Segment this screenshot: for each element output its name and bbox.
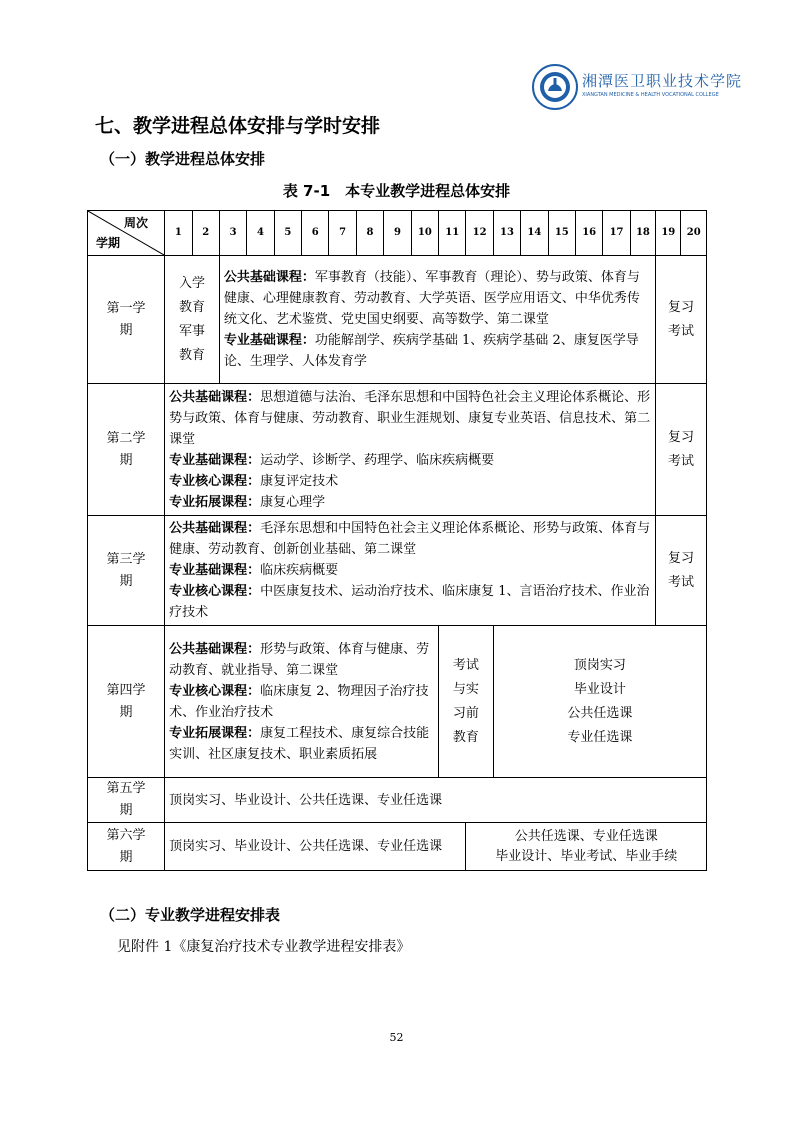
- chapter-heading: 七、教学进程总体安排与学时安排: [95, 115, 381, 137]
- week-cell: 13: [493, 211, 520, 256]
- semester-label: 第三学期: [88, 516, 165, 626]
- review-exam-cell: 复习 考试: [656, 256, 707, 384]
- entrance-education-cell: 入学 教育 军事 教育: [165, 256, 220, 384]
- exam-prep-cell: 考试 与实 习前 教育: [439, 626, 494, 778]
- week-cell: 20: [681, 211, 707, 256]
- week-cell: 1: [165, 211, 192, 256]
- semester-3-courses: 公共基础课程：毛泽东思想和中国特色社会主义理论体系概论、形势与政策、体育与健康、劳动教育、创新创业基础、第二课堂 专业基础课程：临床疾病概要 专业核心课程：中医康复技术、运动治疗技术、临床康复 1、言语治疗技术、作业治疗技术: [165, 516, 656, 626]
- week-cell: 14: [521, 211, 548, 256]
- week-cell: 4: [247, 211, 274, 256]
- review-exam-cell: 复习 考试: [656, 516, 707, 626]
- week-cell: 5: [274, 211, 301, 256]
- semester-4-courses: 公共基础课程：形势与政策、体育与健康、劳动教育、就业指导、第二课堂 专业核心课程：临床康复 2、物理因子治疗技术、作业治疗技术 专业拓展课程：康复工程技术、康复综合技能实训、社区康复技术、职业素质拓展: [165, 626, 439, 778]
- semester-3-row: [88, 516, 707, 626]
- semester-2-row: [88, 384, 707, 516]
- week-cell: 7: [329, 211, 356, 256]
- semester-4-row: [88, 626, 707, 778]
- semester-label: 第一学期: [88, 256, 165, 384]
- internship-cell: 顶岗实习 毕业设计 公共任选课 专业任选课: [493, 626, 706, 778]
- semester-label: 第五学期: [88, 778, 165, 823]
- week-cell: 2: [192, 211, 219, 256]
- week-cell: 3: [219, 211, 246, 256]
- semester-5-courses: 顶岗实习、毕业设计、公共任选课、专业任选课: [165, 778, 707, 823]
- teaching-schedule-table: [87, 210, 707, 871]
- header-term-label: 学期: [96, 236, 121, 250]
- week-cell: 11: [439, 211, 466, 256]
- section-1-title: （一）教学进程总体安排: [100, 150, 266, 168]
- week-cell: 12: [466, 211, 493, 256]
- semester-5-row: [88, 778, 707, 823]
- week-cell: 16: [575, 211, 602, 256]
- week-cell: 17: [603, 211, 630, 256]
- college-name-cn: 湘潭医卫职业技术学院: [582, 72, 743, 90]
- header-corner: [88, 211, 165, 256]
- section-2-title: （二）专业教学进程安排表: [100, 906, 281, 924]
- semester-6-right-courses: 公共任选课、专业任选课 毕业设计、毕业考试、毕业手续: [466, 823, 707, 871]
- college-logo: [532, 64, 743, 110]
- semester-1-courses: 公共基础课程：军事教育（技能）、军事教育（理论）、势与政策、体育与健康、心理健康教育、劳动教育、大学英语、医学应用语文、中华优秀传统文化、艺术鉴赏、党史国史纲要、高等数学、第二课堂 专业基础课程：功能解剖学、疾病学基础 1、疾病学基础 2、康复医学导论、生理学、人体发育学: [219, 256, 655, 384]
- semester-label: 第四学期: [88, 626, 165, 778]
- week-cell: 15: [548, 211, 575, 256]
- page-number: 52: [389, 1031, 404, 1044]
- week-cell: 19: [656, 211, 681, 256]
- week-cell: 18: [630, 211, 655, 256]
- semester-2-courses: 公共基础课程：思想道德与法治、毛泽东思想和中国特色社会主义理论体系概论、形势与政策、体育与健康、劳动教育、职业生涯规划、康复专业英语、信息技术、第二课堂 专业基础课程：运动学、诊断学、药理学、临床疾病概要 专业核心课程：康复评定技术 专业拓展课程：康复心理学: [165, 384, 656, 516]
- week-cell: 10: [411, 211, 438, 256]
- review-exam-cell: 复习 考试: [656, 384, 707, 516]
- semester-1-row: [88, 256, 707, 384]
- week-cell: 8: [356, 211, 383, 256]
- week-header-row: [88, 211, 707, 256]
- college-seal-icon: [532, 64, 578, 110]
- appendix-note: 见附件 1《康复治疗技术专业教学进程安排表》: [117, 939, 411, 955]
- week-cell: 9: [384, 211, 411, 256]
- table-caption: 表 7-1 本专业教学进程总体安排: [282, 182, 511, 200]
- college-name-en: XIANGTAN MEDICINE & HEALTH VOCATIONAL COLLEGE: [582, 92, 719, 98]
- semester-label: 第六学期: [88, 823, 165, 871]
- week-cell: 6: [302, 211, 329, 256]
- semester-6-row: [88, 823, 707, 871]
- semester-6-left-courses: 顶岗实习、毕业设计、公共任选课、专业任选课: [165, 823, 466, 871]
- header-week-label: 周次: [124, 216, 149, 230]
- semester-label: 第二学期: [88, 384, 165, 516]
